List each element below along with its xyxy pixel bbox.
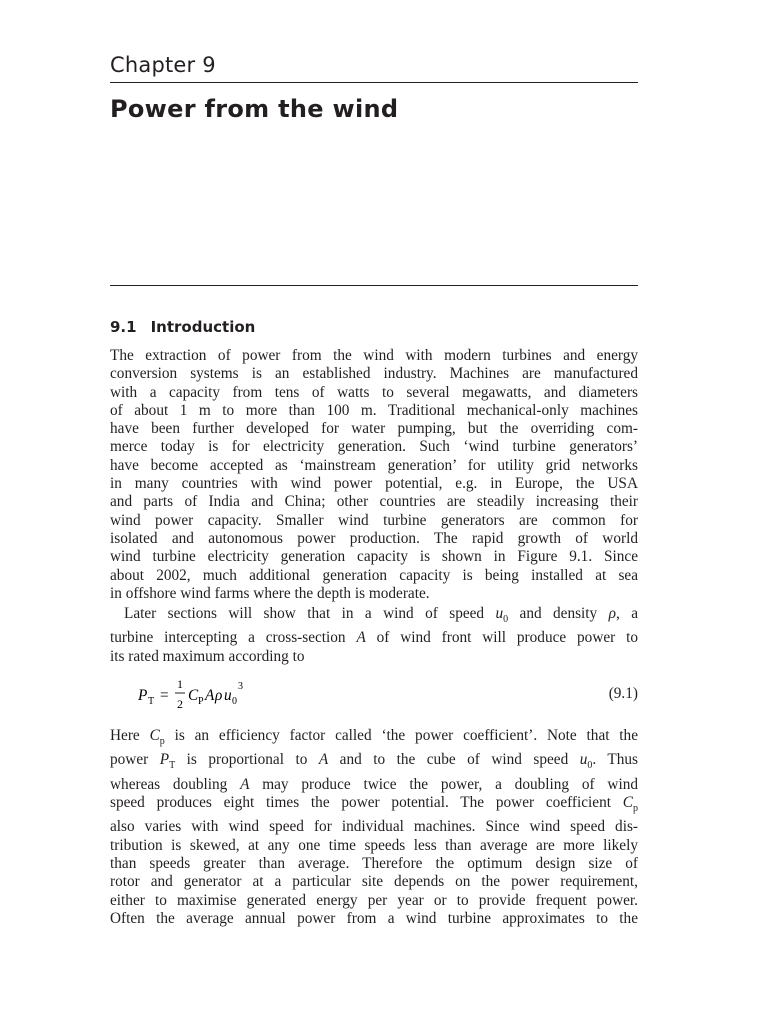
text-line: turbine intercepting a cross-section A of wind front will produce power to	[110, 629, 638, 647]
eq-lhs-subscript: T	[148, 696, 155, 707]
equation-9-1	[138, 676, 638, 712]
text-line: Here $C_p$ is an efficiency factor called ‘the power coefficient’. Note that the	[110, 727, 638, 748]
eq-density-symbol: ρ	[215, 687, 223, 704]
text-line: Later sections will show that in a wind of speed $u_0$ and density ρ, a	[124, 605, 638, 626]
text-line: wind turbine electricity generation capacity is shown in Figure 9.1. Since	[110, 548, 638, 566]
paragraph-2	[110, 605, 638, 666]
text-line: also varies with wind speed for individual machines. Since wind speed dis-	[110, 818, 638, 836]
text-line: isolated and autonomous power production. The rapid growth of world	[110, 529, 638, 547]
text-line: of about 1 m to more than 100 m. Traditional mechanical-only machines	[110, 401, 638, 419]
text-line: in offshore wind farms where the depth is moderate.	[110, 584, 430, 602]
eq-equals-sign: =	[160, 687, 169, 704]
eq-area-symbol: A	[205, 687, 215, 704]
chapter-title: Power from the wind	[110, 95, 399, 123]
text-line: than speeds greater than average. Therefore the optimum design size of	[110, 854, 638, 872]
eq-lhs-symbol: P	[138, 687, 148, 704]
text-line: wind power capacity. Smaller wind turbine generators are common for	[110, 511, 638, 529]
eq-coefficient-symbol: C	[188, 687, 199, 704]
equation-number: (9.1)	[608, 685, 638, 702]
text-line: have been further developed for water pumping, but the overriding com-	[110, 420, 638, 438]
text-line: The extraction of power from the wind with modern turbines and energy	[110, 347, 638, 364]
eq-speed-subscript: 0	[232, 696, 237, 707]
text-line: merce today is for electricity generation. Such ‘wind turbine generators’	[110, 438, 638, 456]
text-line: its rated maximum according to	[110, 647, 305, 665]
text-line: about 2002, much additional generation capacity is being installed at sea	[110, 566, 638, 584]
text-line: conversion systems is an established industry. Machines are manufactured	[110, 365, 638, 383]
text-line: rotor and generator at a particular site depends on the power requirement,	[110, 873, 638, 891]
eq-fraction-denominator: 2	[177, 697, 183, 711]
chapter-rule-bottom	[110, 285, 638, 286]
text-line: have become accepted as ‘mainstream generation’ for utility grid networks	[110, 456, 638, 474]
paragraph-3	[110, 727, 638, 928]
text-line: with a capacity from tens of watts to several megawatts, and diameters	[110, 383, 638, 401]
text-line: and parts of India and China; other countries are steadily increasing their	[110, 493, 638, 511]
text-line: either to maximise generated energy per year or to provide frequent power.	[110, 891, 638, 909]
text-line: power $P_T$ is proportional to A and to the cube of wind speed $u_0$. Thus	[110, 751, 638, 772]
text-line: Often the average annual power from a wind turbine approximates to the	[110, 909, 638, 927]
text-line: tribution is skewed, at any one time speeds less than average are more likely	[110, 836, 638, 854]
eq-coefficient-subscript: P	[198, 696, 204, 707]
chapter-label: Chapter 9	[110, 53, 216, 77]
paragraph-1	[110, 347, 638, 603]
eq-speed-symbol: u	[224, 687, 232, 704]
section-number: 9.1	[110, 318, 137, 336]
text-line: speed produces eight times the power potential. The power coefficient $C_p$	[110, 793, 638, 815]
chapter-rule-top	[110, 82, 638, 83]
eq-fraction-numerator: 1	[177, 677, 183, 691]
power-equation-formula	[138, 676, 338, 712]
text-line: in many countries with wind power potential, e.g. in Europe, the USA	[110, 475, 638, 493]
section-heading	[110, 318, 255, 336]
eq-exponent: 3	[238, 681, 243, 692]
section-title: Introduction	[150, 318, 256, 336]
text-line: whereas doubling A may produce twice the power, a doubling of wind	[110, 775, 638, 793]
